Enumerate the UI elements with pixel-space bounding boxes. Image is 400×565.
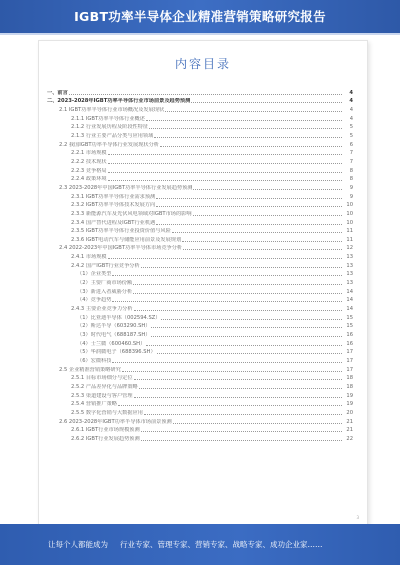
toc-leader-dots — [112, 301, 342, 302]
footer-slogan-right: 行业专家、管理专家、营销专家、战略专家、成功企业家…… — [120, 540, 323, 549]
toc-entry[interactable] — [47, 399, 353, 408]
toc-leader-dots — [144, 414, 342, 415]
toc-page-number: 17 — [346, 358, 353, 364]
toc-entry-text: 2.4 2022-2023年中国IGBT功率半导体市场竞争分析 — [59, 245, 183, 252]
toc-leader-dots — [69, 94, 342, 95]
toc-entry-text: 2.3.1 IGBT功率半导体行业需求预测 — [71, 193, 156, 200]
toc-page-number: 17 — [346, 349, 353, 356]
toc-page-number: 14 — [346, 297, 353, 304]
toc-entry-text: （2）主要厂商市场份额 — [77, 280, 133, 287]
toc-page-number: 16 — [346, 340, 353, 347]
toc-entry[interactable] — [47, 208, 353, 217]
toc-leader-dots — [165, 111, 342, 112]
toc-leader-dots — [141, 267, 342, 268]
toc-page-number: 4 — [349, 106, 353, 113]
toc-leader-dots — [193, 215, 342, 216]
toc-entry-text: 2.5.5 数字化营销与大数据应用 — [71, 409, 143, 416]
toc-page-number: 8 — [349, 176, 353, 183]
toc-entry[interactable] — [47, 191, 353, 200]
toc-entry[interactable] — [47, 347, 353, 356]
toc-page-number: 13 — [346, 280, 353, 287]
toc-leader-dots — [141, 440, 342, 441]
toc-entry-text: 2.3.6 IGBT电动汽车与储能应用前景及发展规划 — [71, 236, 182, 243]
toc-leader-dots — [193, 189, 342, 190]
toc-leader-dots — [134, 379, 342, 380]
toc-leader-dots — [156, 198, 342, 199]
toc-entry[interactable] — [47, 321, 353, 330]
toc-entry-text: 2.1.1 IGBT功率半导体行业概述 — [71, 115, 145, 122]
toc-page-number: 14 — [346, 288, 353, 295]
header-divider — [0, 33, 400, 35]
toc-entry[interactable] — [47, 200, 353, 209]
toc-leader-dots — [151, 336, 342, 337]
toc-leader-dots — [156, 206, 342, 207]
toc-entry[interactable] — [47, 165, 353, 174]
toc-title: 内容目录 — [174, 57, 231, 71]
toc-page-number: 14 — [346, 306, 353, 313]
toc-entry[interactable] — [47, 156, 353, 165]
toc-entry[interactable] — [47, 373, 353, 382]
toc-entry[interactable] — [47, 148, 353, 157]
toc-leader-dots — [139, 388, 342, 389]
toc-entry-text: 2.5 企业精准营销策略研究 — [59, 366, 121, 373]
toc-entry-text: 2.2.2 技术现状 — [71, 158, 107, 165]
toc-entry[interactable] — [47, 234, 353, 243]
toc-page-number: 9 — [349, 184, 353, 191]
toc-leader-dots — [133, 293, 342, 294]
toc-leader-dots — [173, 423, 342, 424]
toc-entry-text: 2.2.1 市场规模 — [71, 150, 107, 157]
toc-leader-dots — [157, 353, 342, 354]
toc-leader-dots — [108, 258, 342, 259]
toc-leader-dots — [134, 397, 342, 398]
toc-entry[interactable] — [47, 130, 353, 139]
toc-entry[interactable] — [47, 364, 353, 373]
toc-page-number: 17 — [346, 366, 353, 373]
toc-entry-text: 2.6 2023-2028年IGBT功率半导体市场前景预测 — [59, 418, 172, 425]
toc-leader-dots — [134, 310, 342, 311]
toc-entry[interactable] — [47, 87, 353, 96]
toc-page-number: 10 — [346, 202, 353, 209]
toc-page-number: 11 — [346, 228, 353, 235]
toc-page-number: 13 — [346, 271, 353, 278]
toc-entry[interactable] — [47, 303, 353, 312]
toc-leader-dots — [149, 128, 342, 129]
toc-entry[interactable] — [47, 174, 353, 183]
document-page — [38, 40, 368, 525]
toc-entry-text: 2.2.4 政策环境 — [71, 176, 107, 183]
toc-entry-text: （3）时代电气（688187.SH） — [77, 332, 151, 339]
toc-entry[interactable] — [47, 269, 353, 278]
toc-entry-text: 2.3.5 IGBT功率半导体行业投资价值与风险 — [71, 228, 171, 235]
toc-entry[interactable] — [47, 433, 353, 442]
toc-entry[interactable] — [47, 381, 353, 390]
toc-leader-dots — [154, 137, 342, 138]
toc-entry[interactable] — [47, 312, 353, 321]
toc-page-number: 4 — [349, 115, 353, 122]
toc-leader-dots — [122, 371, 342, 372]
toc-leader-dots — [172, 232, 342, 233]
toc-entry[interactable] — [47, 390, 353, 399]
toc-leader-dots — [160, 146, 342, 147]
toc-page-number: 13 — [346, 254, 353, 261]
toc-page-number: 20 — [346, 409, 353, 416]
toc-entry[interactable] — [47, 277, 353, 286]
toc-page-number: 19 — [346, 392, 353, 399]
toc-entry[interactable] — [47, 416, 353, 425]
toc-page-number: 5 — [349, 132, 353, 139]
toc-page-number: 11 — [346, 236, 353, 243]
toc-entry-text: 2.4.1 市场规模 — [71, 254, 107, 261]
toc-page-number: 9 — [349, 193, 353, 200]
toc-page-number: 5 — [349, 124, 353, 131]
toc-leader-dots — [108, 180, 342, 181]
toc-page-number: 18 — [346, 383, 353, 390]
toc-leader-dots — [151, 327, 342, 328]
toc-entry[interactable] — [47, 260, 353, 269]
toc-entry[interactable] — [47, 425, 353, 434]
toc-entry-text: 2.3.2 IGBT功率半导体技术发展方向 — [71, 202, 156, 209]
toc-leader-dots — [141, 431, 342, 432]
toc-entry-text: 2.3.3 新能源汽车及光伏风电领域对IGBT市场的影响 — [71, 210, 192, 217]
toc-page-number: 18 — [346, 375, 353, 382]
toc-page-number: 8 — [349, 167, 353, 174]
report-header-bar — [0, 0, 400, 33]
toc-page-number: 19 — [346, 401, 353, 408]
toc-page-number: 21 — [346, 418, 353, 425]
toc-page-number: 12 — [346, 245, 353, 252]
toc-entry-text: （3）新进入者威胁分析 — [77, 288, 133, 295]
footer-bar — [0, 524, 400, 565]
toc-entry-text: 一、前言 — [47, 89, 68, 96]
toc-entry-text: 2.5.2 产品差异化与品牌策略 — [71, 383, 138, 390]
toc-entry-text: 2.5.3 渠道建设与客户管理 — [71, 392, 133, 399]
toc-entry-text: （1）比亚迪半导体（002594.SZ） — [77, 314, 161, 321]
toc-page-number: 13 — [346, 262, 353, 269]
toc-leader-dots — [112, 362, 342, 363]
toc-page-number: 10 — [346, 219, 353, 226]
toc-leader-dots — [183, 249, 342, 250]
toc-entry-text: 2.4.2 国产IGBT行业竞争分析 — [71, 262, 140, 269]
toc-entry[interactable] — [47, 243, 353, 252]
toc-entry-text: （4）竞争趋势 — [77, 297, 112, 304]
toc-entry-text: （4）士兰微（600460.SH） — [77, 340, 146, 347]
table-of-contents — [47, 87, 353, 442]
toc-page-number: 6 — [349, 141, 353, 148]
toc-page-number: 21 — [346, 427, 353, 434]
toc-entry[interactable] — [47, 182, 353, 191]
toc-entry[interactable] — [47, 251, 353, 260]
toc-entry[interactable] — [47, 113, 353, 122]
toc-page-number: 4 — [349, 89, 353, 96]
toc-entry-text: （6）宏微科技 — [77, 358, 112, 364]
toc-entry-text: 2.2 我国IGBT功率半导体行业发展现状分析 — [59, 141, 159, 148]
toc-entry[interactable] — [47, 355, 353, 364]
toc-entry-text: 2.5.4 营销推广策略 — [71, 401, 117, 408]
toc-page-number: 16 — [346, 332, 353, 339]
toc-leader-dots — [191, 102, 342, 103]
toc-entry-text: 2.1.3 行业主要产品分类与应用领域 — [71, 132, 154, 139]
toc-leader-dots — [112, 275, 342, 276]
toc-page-number: 15 — [346, 314, 353, 321]
toc-leader-dots — [161, 319, 342, 320]
toc-entry-text: 2.3.4 国产替代进程及IGBT行业机遇 — [71, 219, 156, 226]
toc-page-number: 22 — [346, 435, 353, 442]
toc-entry-text: 2.1.2 行业发展历程及阶段性特征 — [71, 124, 149, 131]
toc-page-number: 10 — [346, 210, 353, 217]
toc-entry-text: 2.2.3 竞争格局 — [71, 167, 107, 174]
toc-page-number: 7 — [349, 158, 353, 165]
toc-leader-dots — [133, 284, 342, 285]
toc-entry-text: （5）华润微电子（688396.SH） — [77, 349, 156, 356]
toc-entry-text: 2.6.1 IGBT行业市场规模预测 — [71, 427, 140, 434]
toc-leader-dots — [146, 120, 342, 121]
toc-entry-text: （2）斯达半导（603290.SH） — [77, 323, 151, 330]
toc-entry[interactable] — [47, 226, 353, 235]
toc-entry[interactable] — [47, 329, 353, 338]
toc-page-number: 7 — [349, 150, 353, 157]
toc-entry[interactable] — [47, 295, 353, 304]
toc-entry[interactable] — [47, 286, 353, 295]
toc-entry[interactable] — [47, 217, 353, 226]
toc-entry-text: （1）企业类型 — [77, 271, 112, 278]
toc-leader-dots — [182, 241, 342, 242]
toc-entry[interactable] — [47, 338, 353, 347]
page-corner-mark: 3 — [356, 515, 359, 520]
toc-leader-dots — [108, 172, 342, 173]
toc-entry-text: 2.4.3 主要企业竞争力分析 — [71, 306, 133, 313]
toc-entry[interactable] — [47, 139, 353, 148]
toc-entry-text: 二、2023-2028年IGBT功率半导体行业市场前景及趋势预测 — [47, 98, 191, 105]
toc-leader-dots — [146, 345, 342, 346]
report-title: IGBT功率半导体企业精准营销策略研究报告 — [74, 9, 326, 24]
toc-leader-dots — [156, 224, 342, 225]
toc-page-number: 4 — [349, 98, 353, 105]
footer-slogan-left: 让每个人都能成为 — [48, 540, 108, 549]
toc-entry[interactable] — [47, 122, 353, 131]
toc-entry[interactable] — [47, 407, 353, 416]
toc-entry-text: 2.6.2 IGBT行业发展趋势预测 — [71, 435, 140, 442]
toc-leader-dots — [108, 163, 342, 164]
toc-entry[interactable] — [47, 104, 353, 113]
toc-entry-text: 2.5.1 目标市场细分与定位 — [71, 375, 133, 382]
toc-page-number: 15 — [346, 323, 353, 330]
toc-entry[interactable] — [47, 96, 353, 105]
toc-entry-text: 2.3 2023-2028年中国IGBT功率半导体行业发展趋势预测 — [59, 184, 193, 191]
toc-leader-dots — [108, 154, 342, 155]
toc-entry-text: 2.1 IGBT功率半导体行业市场概况及发展现状 — [59, 106, 165, 113]
toc-leader-dots — [118, 405, 342, 406]
